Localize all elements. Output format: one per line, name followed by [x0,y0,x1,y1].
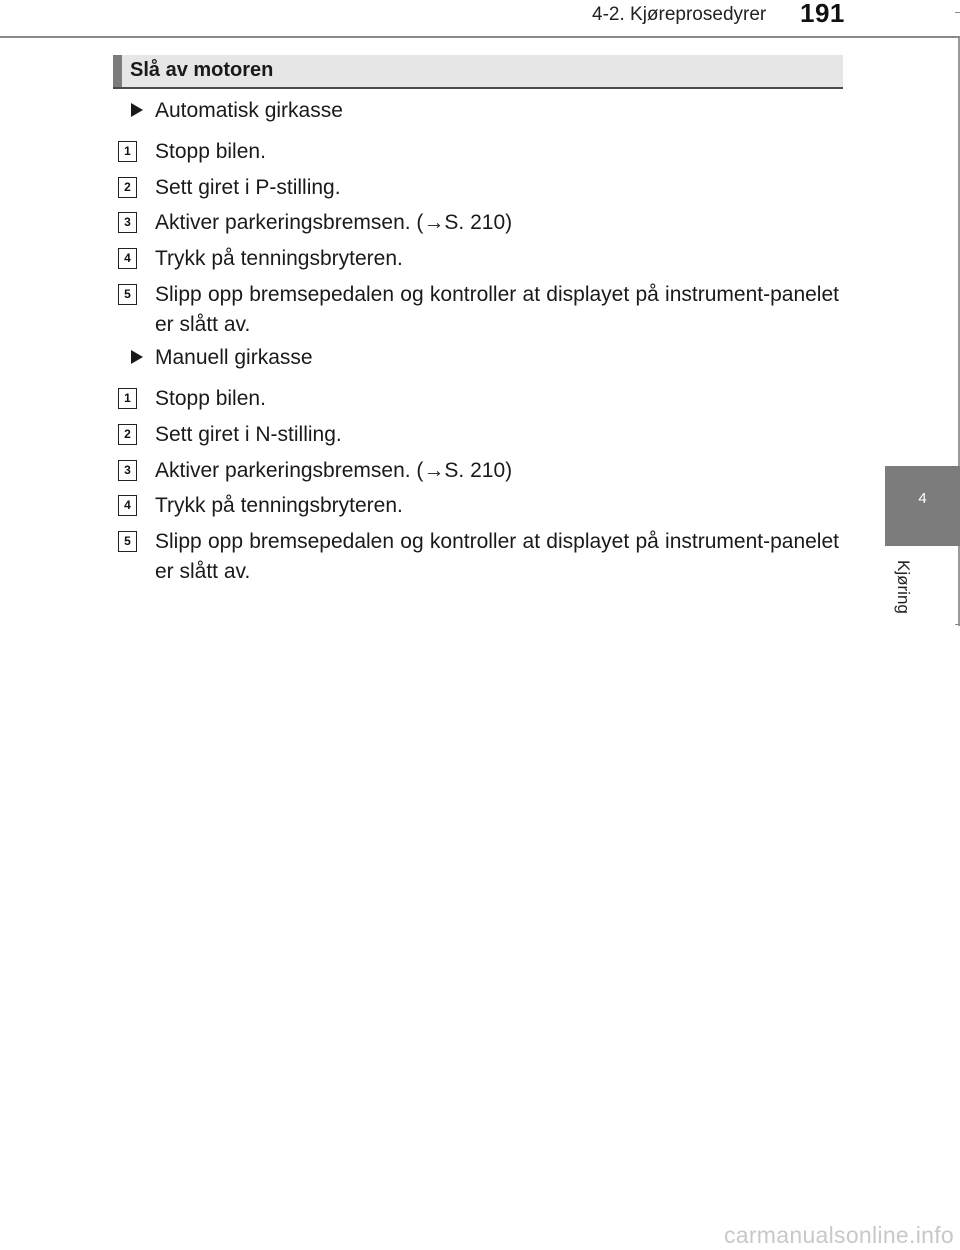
step-text: Aktiver parkeringsbremsen. (→S. 210) [155,211,513,234]
chapter-number: 4 [918,490,927,507]
subheading-manual-text: Manuell girkasse [155,346,313,369]
footer-watermark: carmanualsonline.info [723,1222,954,1248]
step-number-badge: 5 [118,531,137,552]
step-text: Stopp bilen. [155,140,266,163]
step-number-badge: 4 [118,495,137,516]
step-text: Trykk på tenningsbryteren. [155,494,403,517]
triangle-bullet-icon [131,350,143,364]
section-heading-bar [113,55,843,89]
header-rule [0,36,960,38]
step-text: Sett giret i N-stilling. [155,423,342,446]
header-tick [955,12,960,13]
header-section-title: 4-2. Kjøreprosedyrer [592,4,767,25]
section-title: Slå av motoren [130,59,274,81]
step-text: Slipp opp bremsepedalen og kontroller at displayet på instrument-panelet er slått av. [155,530,839,583]
step-text: Trykk på tenningsbryteren. [155,247,403,270]
step-text: Sett giret i P-stilling. [155,176,341,199]
step-text: Aktiver parkeringsbremsen. (→S. 210) [155,459,513,482]
step-number-badge: 5 [118,284,137,305]
step-number-badge: 3 [118,212,137,233]
page-number: 191 [800,0,845,28]
step-number-badge: 1 [118,141,137,162]
step-number-badge: 1 [118,388,137,409]
subheading-automatic-text: Automatisk girkasse [155,99,343,122]
step-number-badge: 2 [118,424,137,445]
subheading-manual [131,346,313,370]
step-text: Slipp opp bremsepedalen og kontroller at displayet på instrument-panelet er slått av. [155,283,839,336]
step-number-badge: 3 [118,460,137,481]
chapter-tab [885,466,960,546]
triangle-bullet-icon [131,103,143,117]
side-tick [955,624,960,625]
step-number-badge: 2 [118,177,137,198]
step-text: Stopp bilen. [155,387,266,410]
chapter-label: Kjøring [894,560,913,614]
subheading-automatic [131,99,343,123]
section-bar-accent [113,55,122,87]
step-number-badge: 4 [118,248,137,269]
